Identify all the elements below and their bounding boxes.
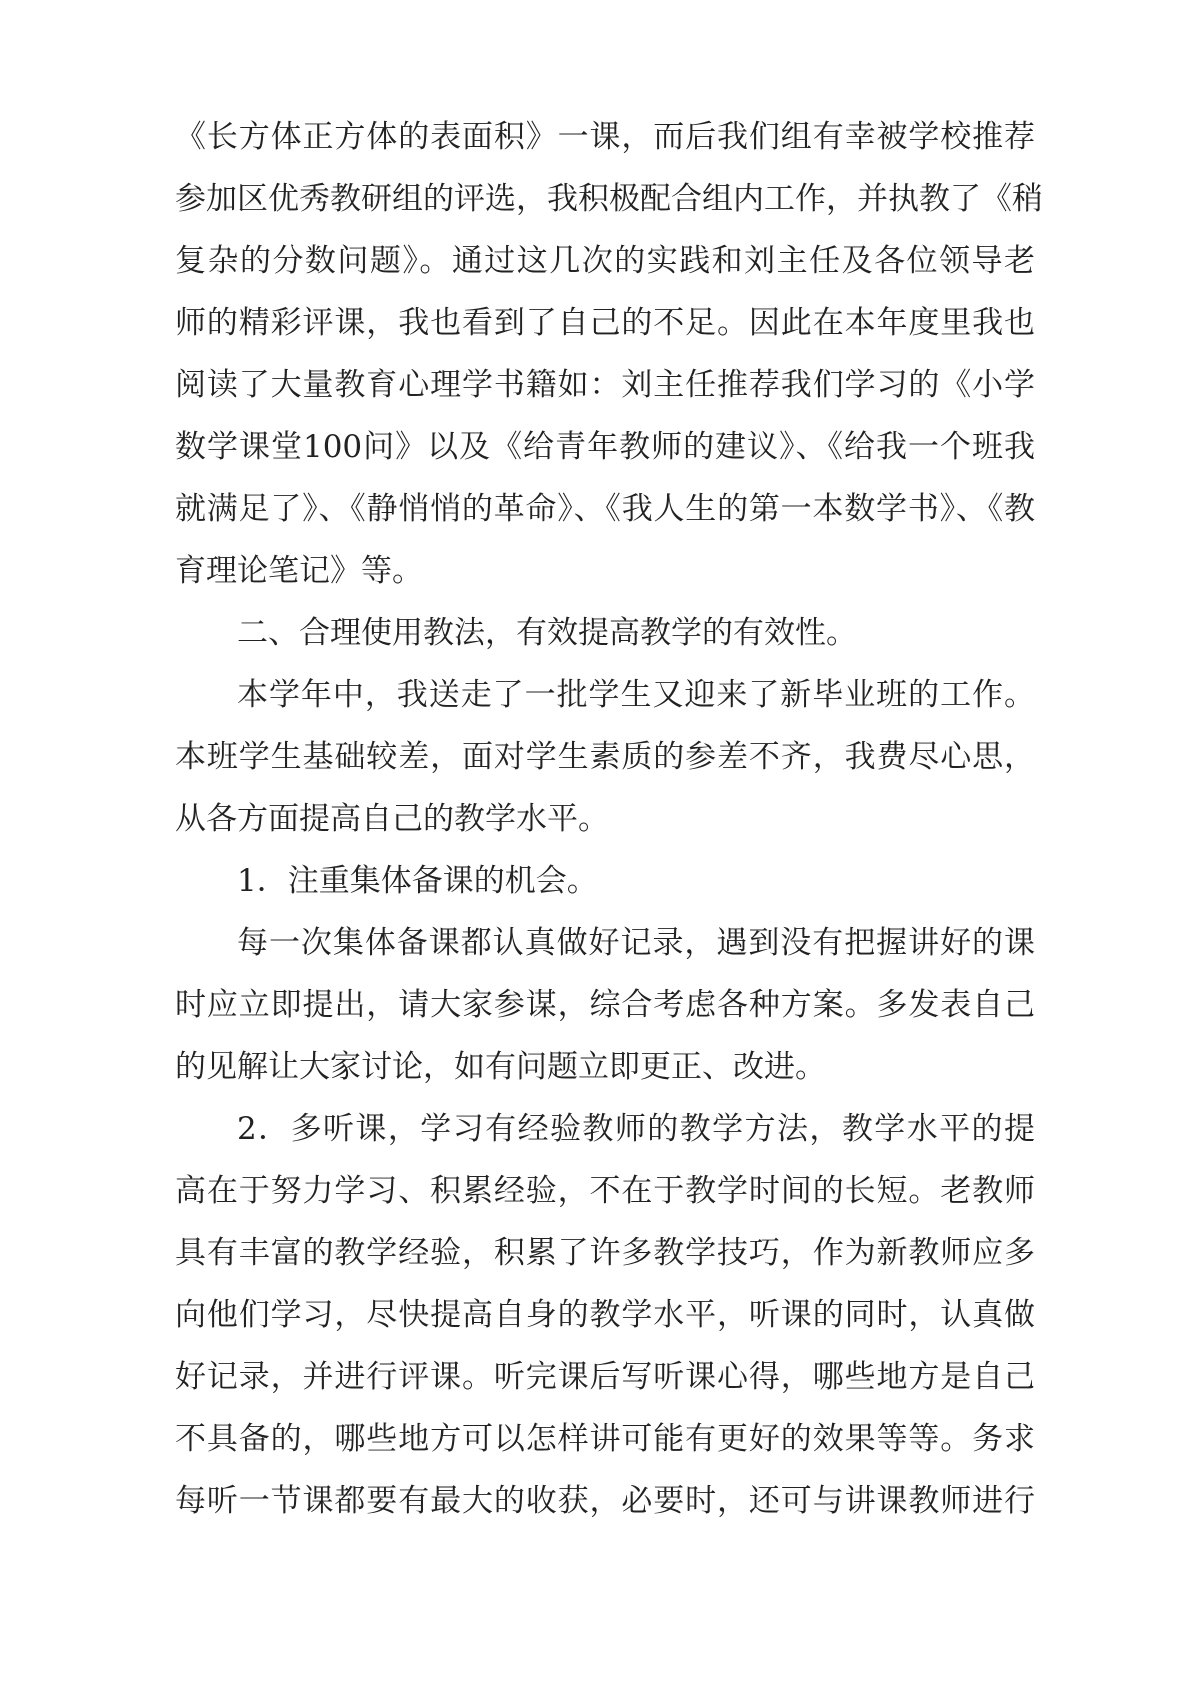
section-heading: 二、合理使用教法，有效提高教学的有效性。 [237, 615, 857, 651]
text-line-1: 《长方体正方体的表面积》一课，而后我们组有幸被学校推荐 [175, 119, 1035, 155]
text-line-5: 阅读了大量教育心理学书籍如：刘主任推荐我们学习的《小学 [175, 367, 1035, 403]
text-line-20: 向他们学习，尽快提高自身的教学水平，听课的同时，认真做 [175, 1297, 1035, 1333]
text-line-14: 每一次集体备课都认真做好记录，遇到没有把握讲好的课 [237, 925, 1035, 961]
text-line-15: 时应立即提出，请大家参谋，综合考虑各种方案。多发表自己 [175, 987, 1035, 1023]
text-line-8: 育理论笔记》等。 [175, 553, 423, 589]
text-line-22: 不具备的，哪些地方可以怎样讲可能有更好的效果等等。务求 [175, 1421, 1035, 1457]
text-line-4: 师的精彩评课，我也看到了自己的不足。因此在本年度里我也 [175, 305, 1035, 341]
text-line-19: 具有丰富的教学经验，积累了许多教学技巧，作为新教师应多 [175, 1235, 1035, 1271]
text-line-11: 本班学生基础较差，面对学生素质的参差不齐，我费尽心思， [175, 739, 1035, 775]
text-line-21: 好记录，并进行评课。听完课后写听课心得，哪些地方是自己 [175, 1359, 1035, 1395]
text-line-7: 就满足了》、《静悄悄的革命》、《我人生的第一本数学书》、《教 [175, 491, 1035, 527]
text-line-10: 本学年中，我送走了一批学生又迎来了新毕业班的工作。 [237, 677, 1035, 713]
text-line-16: 的见解让大家讨论，如有问题立即更正、改进。 [175, 1049, 826, 1085]
text-line-6: 数学课堂100问》以及《给青年教师的建议》、《给我一个班我 [175, 429, 1035, 465]
text-line-12: 从各方面提高自己的教学水平。 [175, 801, 609, 837]
text-line-18: 高在于努力学习、积累经验，不在于教学时间的长短。老教师 [175, 1173, 1035, 1209]
text-line-3: 复杂的分数问题》。通过这几次的实践和刘主任及各位领导老 [175, 243, 1035, 279]
text-line-2: 参加区优秀教研组的评选，我积极配合组内工作，并执教了《稍 [175, 181, 1043, 217]
text-line-23: 每听一节课都要有最大的收获，必要时，还可与讲课教师进行 [175, 1483, 1035, 1519]
text-line-17: 2．多听课，学习有经验教师的教学方法，教学水平的提 [237, 1111, 1035, 1147]
subheading-1: 1．注重集体备课的机会。 [237, 863, 598, 899]
